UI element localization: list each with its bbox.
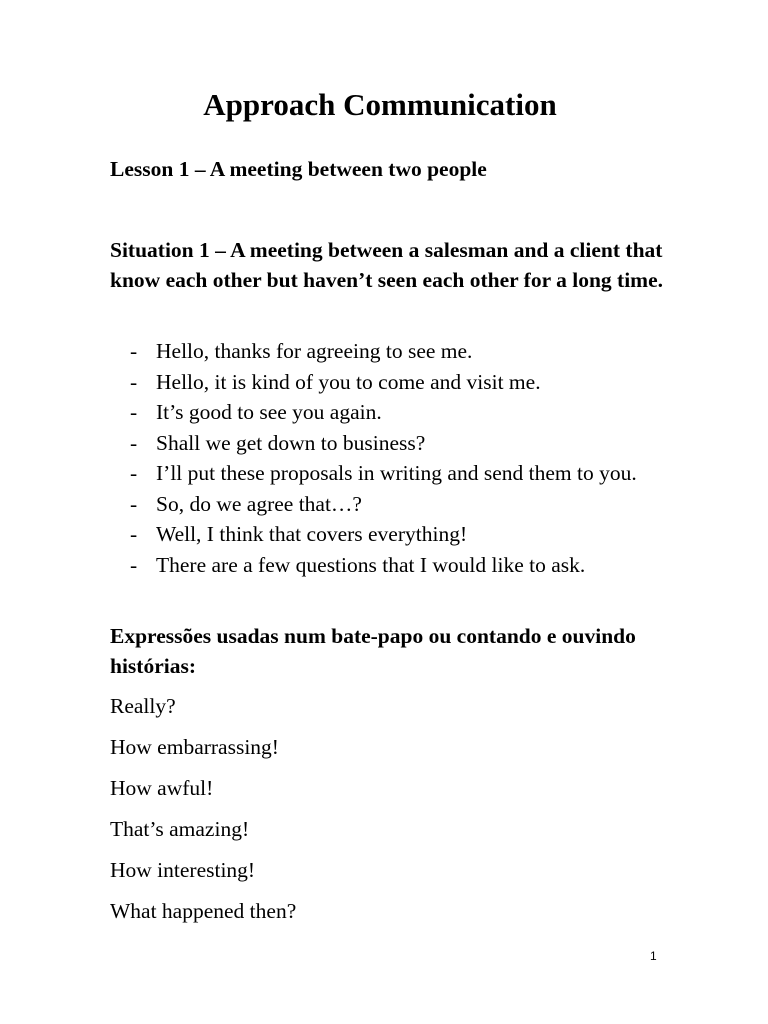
bullet-dash: - [130, 430, 138, 455]
expression-item: How embarrassing! [110, 735, 279, 759]
bullet-dash: - [130, 400, 138, 424]
phrase-text: So, do we agree that…? [156, 491, 362, 516]
list-item [110, 489, 650, 520]
phrase-text: There are a few questions that I would like to ask. [156, 552, 586, 577]
list-item [110, 428, 650, 459]
bullet-dash: - [130, 369, 138, 394]
page-number: 1 [650, 949, 657, 963]
bullet-dash: - [130, 461, 138, 485]
list-item [110, 367, 650, 398]
bullet-dash: - [130, 552, 138, 577]
expression-item: What happened then? [110, 899, 297, 923]
expression-list [110, 692, 296, 938]
expression-item: How interesting! [110, 858, 256, 882]
phrase-list [110, 336, 650, 580]
expression-item: Really? [110, 694, 176, 718]
phrase-text: I’ll put these proposals in writing and send them to you. [156, 461, 637, 485]
page-title: Approach Communication [203, 87, 557, 122]
phrase-text: Shall we get down to business? [156, 430, 426, 455]
list-item [110, 550, 650, 581]
list-item [110, 397, 650, 428]
bullet-dash: - [130, 491, 138, 516]
bullet-dash: - [130, 522, 138, 546]
list-item [110, 519, 650, 550]
situation-heading: Situation 1 – A meeting between a salesman and a client that know each other but haven’t seen each other for a long time. [110, 238, 663, 292]
lesson-heading: Lesson 1 – A meeting between two people [110, 157, 487, 181]
phrase-text: It’s good to see you again. [156, 400, 382, 424]
bullet-dash: - [130, 339, 138, 363]
phrase-text: Hello, thanks for agreeing to see me. [156, 339, 473, 363]
expression-item: That’s amazing! [110, 817, 250, 841]
expression-item: How awful! [110, 776, 214, 800]
expressions-heading: Expressões usadas num bate-papo ou contando e ouvindo histórias: [110, 624, 636, 678]
list-item [110, 458, 650, 489]
phrase-text: Well, I think that covers everything! [156, 522, 468, 546]
phrase-text: Hello, it is kind of you to come and visit me. [156, 369, 541, 394]
list-item [110, 336, 650, 367]
